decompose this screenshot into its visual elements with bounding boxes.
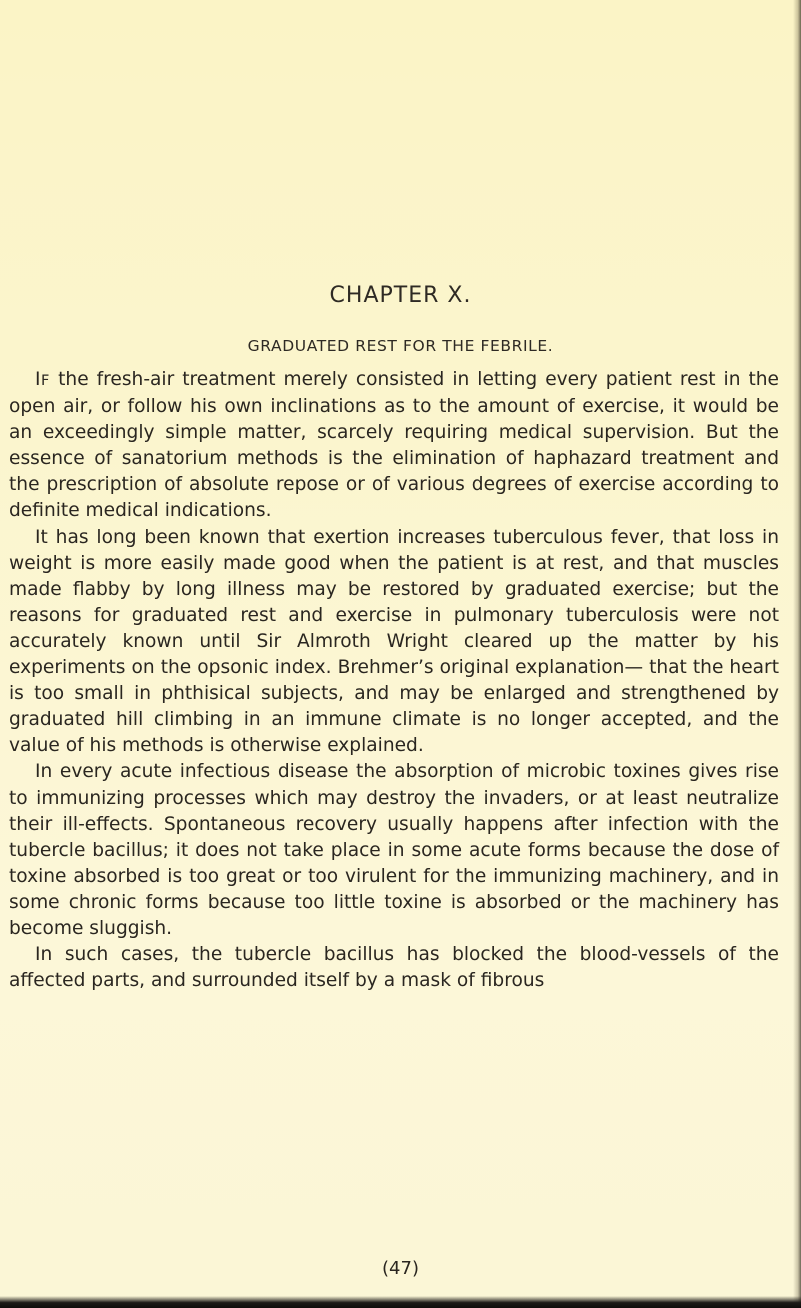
chapter-title: CHAPTER X. — [329, 283, 472, 308]
paragraph-1 — [9, 367, 779, 525]
paragraph-4: In such cases, the tubercle bacillus has blocked the blood-vessels of the affected parts, and surrounded itself by a mask of fibrous — [9, 944, 779, 992]
body-text — [9, 367, 779, 994]
paragraph-3: In every acute infectious disease the absorption of microbic toxines gives rise to immunizing processes which may destroy the invaders, or at least neutralize their ill-effects. Spontaneous recovery usually happens after infection with the tubercle bacillus; it does not take place in some acute forms because the dose of toxine absorbed is too great or too virulent for the immunizing machinery, and in some chronic forms because too little toxine is absorbed or the machinery has become sluggish. — [9, 761, 779, 939]
page-number: (47) — [382, 1258, 419, 1279]
page-edge-bottom — [0, 1296, 801, 1308]
chapter-subtitle: GRADUATED REST FOR THE FEBRILE. — [247, 337, 554, 355]
paragraph-1-text: the fresh-air treatment merely consisted in letting every patient rest in the open air, or follow his own inclinations as to the amount of exercise, it would be an exceedingly simple matter, scarcely requiring medical supervision. But the essence of sanatorium methods is the elimination of haphazard treatment and the prescription of absolute repose or of various degrees of exercise according to definite medical indications. — [9, 369, 779, 522]
paragraph-2: It has long been known that exertion increases tuberculous fever, that loss in weight is more easily made good when the patient is at rest, and that muscles made flabby by long illness may be restored by graduated exercise; but the reasons for graduated rest and exercise in pulmonary tuberculosis were not accurately known until Sir Almroth Wright cleared up the matter by his experiments on the opsonic index. Brehmer’s original explanation— that the heart is too small in phthisical subjects, and may be enlarged and strengthened by graduated hill climbing in an immune climate is no longer accepted, and the value of his methods is otherwise explained. — [9, 526, 779, 757]
initial-smallcaps: F — [40, 373, 51, 389]
page-edge-right — [793, 0, 801, 1308]
initial-letter: I — [35, 369, 41, 390]
